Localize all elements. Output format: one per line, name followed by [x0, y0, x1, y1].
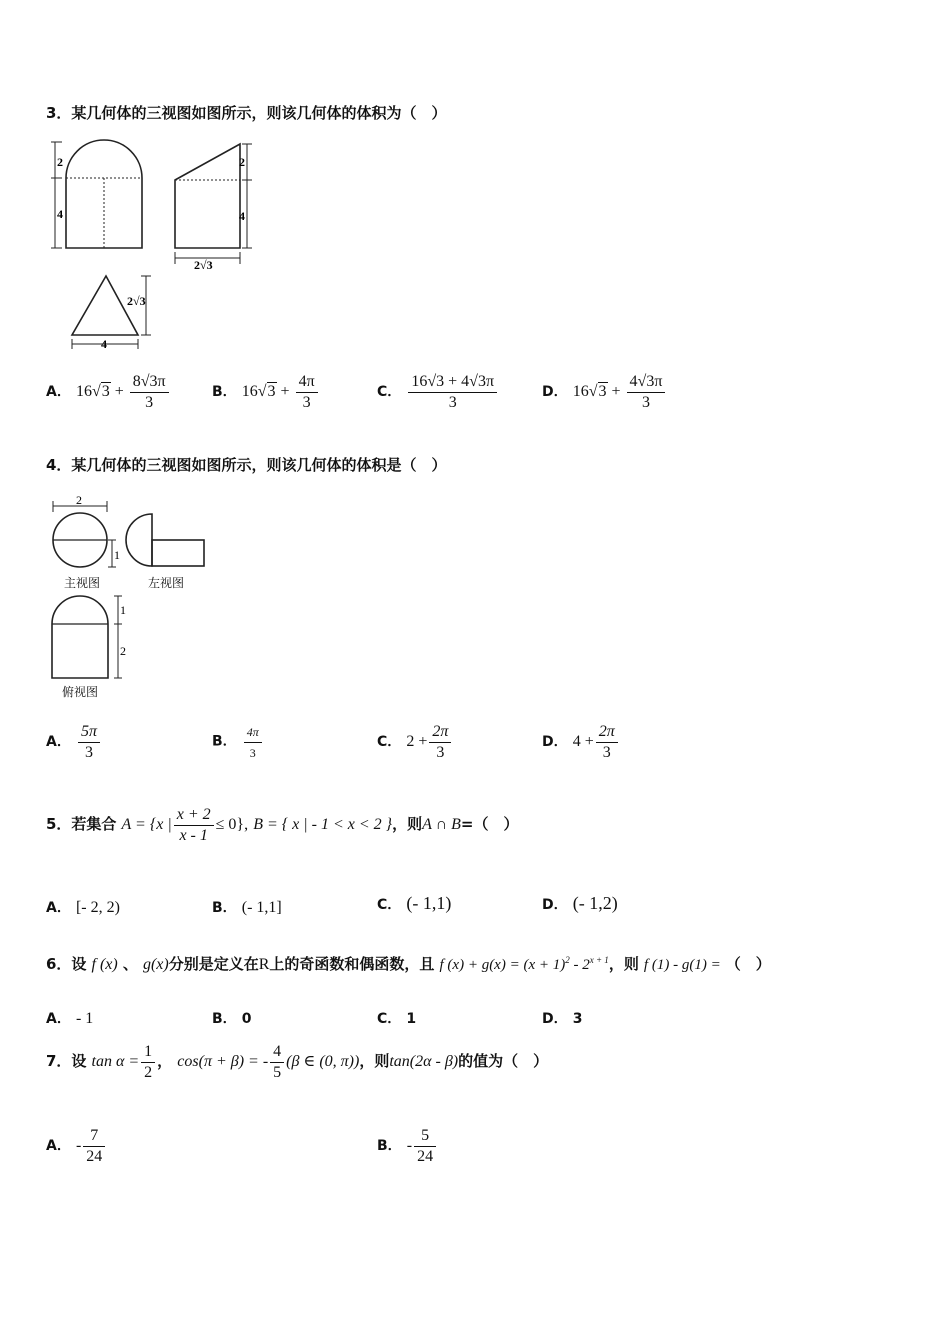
q5-option-a[interactable]: A． [- 2, 2)	[46, 899, 120, 916]
q4-option-b[interactable]: B． $\frac{4\pi}{3}$	[212, 722, 264, 763]
q4-label-top-h1: 1	[120, 603, 126, 617]
q5-stem: 5．若集合 A = {x | $\frac{x + 2}{x - 1}$ ≤ 0}, B = { x | - 1 < x < 2 }，则A ∩ B=（ ）	[46, 806, 519, 844]
q4-label-top-h2: 2	[120, 644, 126, 658]
q5-set-b: B = { x | - 1 < x < 2 }	[253, 816, 393, 834]
q5-option-c[interactable]: C． (- 1,1)	[377, 893, 452, 913]
q3-label-h-main: 4	[57, 207, 63, 221]
q4-option-a[interactable]: A． $\frac{5\pi}{3}$	[46, 722, 102, 763]
q4-option-d[interactable]: D． 4 + $\frac{2\pi}{3}$	[542, 722, 620, 763]
q5-option-d[interactable]: D． (- 1,2)	[542, 893, 618, 913]
q3-label-h-top: 2	[57, 155, 63, 169]
q3-label-side-width: 2√3	[194, 258, 213, 272]
q3-label-side-main: 4	[239, 209, 245, 223]
q4-label-height: 1	[114, 548, 120, 562]
q6-option-a[interactable]: A． - 1	[46, 1010, 94, 1027]
q3-option-d[interactable]: D． 16√3 + $\frac{4√3\pi}{3}$	[542, 372, 667, 413]
q4-stem: 4．某几何体的三视图如图所示，则该几何体的体积是（ ）	[46, 456, 447, 474]
q6-stem: 6．设 f (x) 、 g(x)分别是定义在R上的奇函数和偶函数，且 f $(x) + g(x) = (x + 1)^2 - 2^{x + 1}$，则 f (1) - g(1) = （ ）	[46, 955, 771, 973]
q4-label-width: 2	[76, 493, 82, 507]
q6-option-c[interactable]: C． 1	[377, 1011, 417, 1027]
q5-option-b[interactable]: B． (- 1,1]	[212, 899, 282, 916]
q4-option-c[interactable]: C． 2 + $\frac{2\pi}{3}$	[377, 722, 453, 763]
q3-label-tri-h: 2√3	[127, 294, 146, 308]
q3-label-tri-base: 4	[101, 337, 107, 351]
q3-option-b[interactable]: B． 16√3 + $\frac{4\pi}{3}$	[212, 372, 320, 413]
q3-option-c[interactable]: C． $\frac{16√3 + 4√3\pi}{3}$	[377, 372, 499, 413]
q3-figure	[48, 138, 263, 353]
q7-option-b[interactable]: B． - $\frac{5}{24}$	[377, 1126, 438, 1167]
q3-label-side-top: 2	[239, 155, 245, 169]
q4-caption-front: 主视图	[64, 576, 101, 590]
q3-option-a[interactable]: A． 16√3 + $\frac{8√3\pi}{3}$	[46, 372, 171, 413]
q3-stem: 3．某几何体的三视图如图所示，则该几何体的体积为（ ）	[46, 104, 447, 122]
q6-option-b[interactable]: B． 0	[212, 1011, 252, 1027]
q5-set-a: A = {x |	[121, 816, 172, 834]
q4-caption-left: 左视图	[148, 576, 185, 590]
q6-option-d[interactable]: D． 3	[542, 1011, 583, 1027]
q7-stem: 7．设 tan α = $\frac{1}{2}$ ， cos(π + β) = - $\frac{4}{5}$ (β ∈ (0, π))，则tan(2α - β)的值为（ ）	[46, 1043, 549, 1081]
q4-figure	[44, 492, 224, 702]
q4-caption-top: 俯视图	[62, 685, 99, 699]
q7-option-a[interactable]: A． - $\frac{7}{24}$	[46, 1126, 107, 1167]
